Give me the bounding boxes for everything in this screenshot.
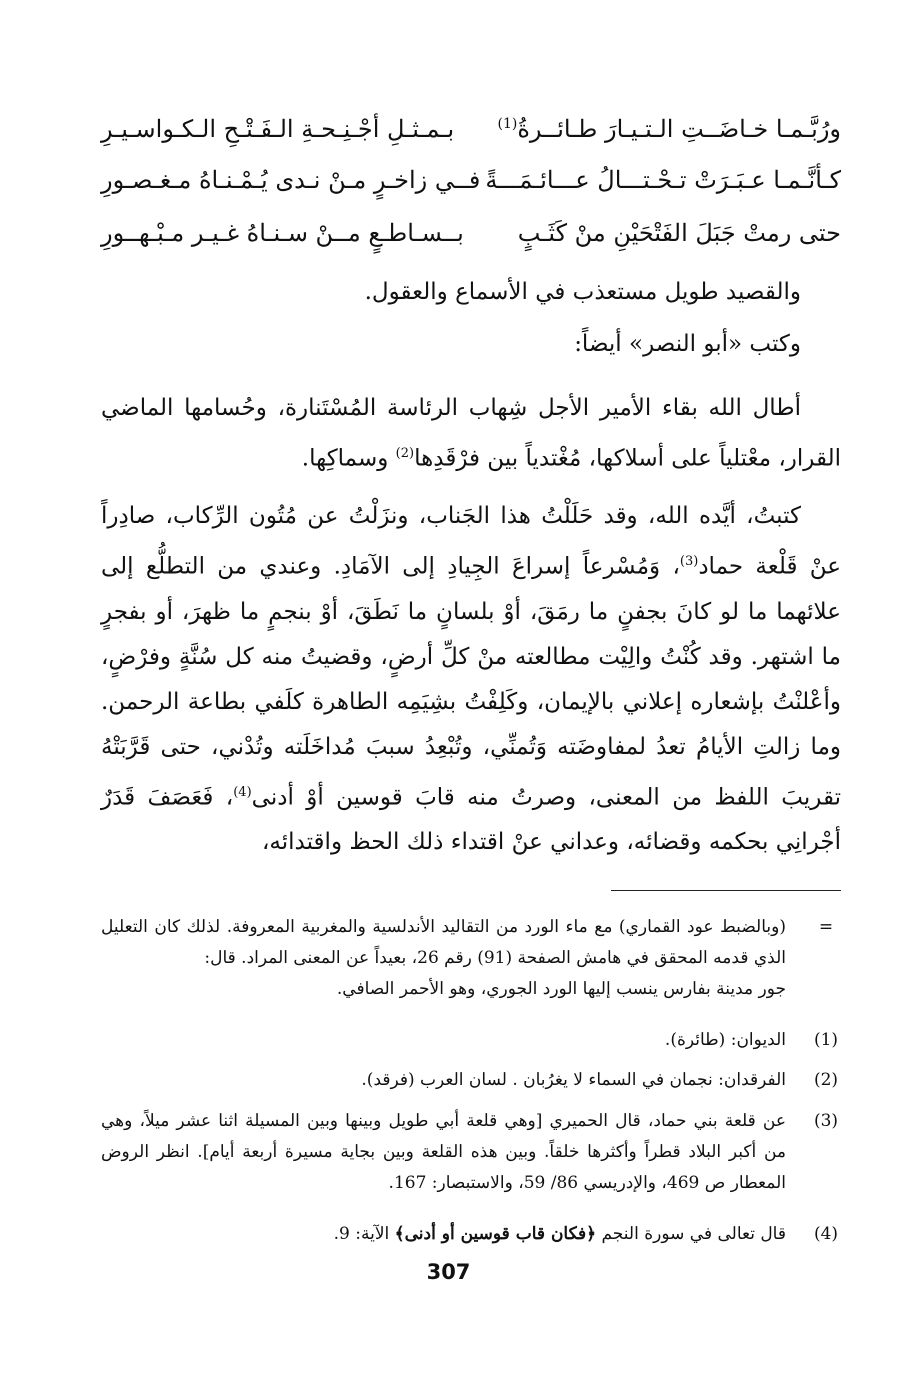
verse-1-first-hemistich: ورُبَّـمـا خـاضَــتِ الـتـيـارَ طـائــرةُ$^{(1)}$ xyxy=(497,115,841,143)
footnote-1: (1) الديوان: (طائرة). xyxy=(101,1025,841,1056)
page-number: 307 xyxy=(426,1260,471,1284)
verse-2-first-hemistich: كـأنَّـمـا عـبَـرَتْ تـحْـتـــالُ عـــائـمَـــةً xyxy=(485,166,841,194)
footnote-ref-2: (2) xyxy=(395,446,415,461)
poem-verse-3 xyxy=(101,208,841,258)
footnote-2-mark: (2) xyxy=(813,1070,839,1090)
verse-1-second-hemistich: بـمـثـلِ أجْـنِـحـةِ الـفَـتْـحِ الـكـواسـيـرِ xyxy=(101,115,455,143)
footnote-ref-1: (1) xyxy=(497,116,518,132)
footnote-4: (4) قال تعالى في سورة النجم ﴿فكان قاب قوسين أو أدنى﴾ الآية: 9. xyxy=(101,1219,841,1250)
letter-paragraph-2: كتبتُ، أيَّده الله، وقد حَلَلْتُ هذا الجَناب، ونزَلْتُ عن مُتُون الرِّكاب، صادِراً عنْ قَلْعة حماد$^{(3)}$، وَمُسْرعاً إسراعَ الجِيادِ إلى الآمَادِ. وعندي من التطلُّع إلى علائهما ما لو كانَ بجفنٍ ما رمَقَ، أوْ بلسانٍ ما نَطَقَ، أوْ بنجمٍ ما ظهرَ، أو بفجرٍ ما اشتهر. وقد كُنْتُ والِيْت مطالعته منْ كلِّ أرضٍ، وقضيتُ منه كل سُنَّةٍ وفرْضٍ، وأعْلنْتُ بإشعاره إعلاني بالإيمان، وكَلِفْتُ بشِيَمِه الطاهرة كلَفي بطاعة الرحمن. وما زالتِ الأيامُ تعدُ لمفاوضَته وَتُمنِّي، وتُبْعِدُ سببَ مُداخَلَته وتُدْني، حتى قَرَّبَتْهُ تقريبَ اللفظ من المعنى، وصرتُ منه قابَ قوسين أوْ أدنى$^{(4)}$، فَعَصَفَ قَدَرٌ أجْرانِي بحكمه وقضائه، وعداني عنْ اقتداء ذلك الحظ واقتدائه، xyxy=(101,503,841,856)
poem-verse-1 xyxy=(101,104,841,154)
footnote-4-mark: (4) xyxy=(813,1224,839,1244)
footnote-3-mark: (3) xyxy=(813,1111,839,1131)
footnote-ref-3: (3) xyxy=(679,554,699,569)
verse-3-second-hemistich: بــسـاطـعٍ مــنْ سـنـاهُ غـيـر مـبْـهــورِ xyxy=(101,219,464,247)
wrote-intro: وكتب «أبو النصر» أيضاً: xyxy=(574,331,801,357)
poem-verse-2 xyxy=(101,155,841,205)
footnote-1-mark: (1) xyxy=(813,1030,839,1050)
footnote-continued-mark: = xyxy=(818,917,834,937)
verse-2-second-hemistich: فــي زاخـرٍ مـنْ نـدى يُـمْـنـاهُ مـغـصـورِ xyxy=(101,166,481,194)
quran-quote: ﴿فكان قاب قوسين أو أدنى﴾ xyxy=(394,1224,597,1244)
footnote-2: (2) الفرقدان: نجمان في السماء لا يغرُبان . لسان العرب (فرقد). xyxy=(101,1065,841,1096)
footnote-3: (3) عن قلعة بني حماد، قال الحميري [وهي قلعة أبي طويل وبينها وبين المسيلة اثنا عشر ميلاً، وهي من أكبر البلاد قطراً وأكثرها خلقاً. وبين هذه القلعة وبين بجاية مسيرة أربعة أيام]. انظر الروض المعطار ص 469، والإدريسي 86/ 59، والاستبصار: 167. xyxy=(101,1106,841,1199)
footnote-divider xyxy=(611,890,841,891)
footnote-continued: = (وبالضبط عود القماري) مع ماء الورد من التقاليد الأندلسية والمغربية المعروفة. لذلك كان التعليل الذي قدمه المحقق في هامش الصفحة (91) رقم 26، بعيداً عن المعنى المراد. قال: جور مدينة بفارس ينسب إليها الورد الجوري، وهو الأحمر الصافي. xyxy=(101,912,841,1005)
footnote-ref-4: (4) xyxy=(233,784,252,800)
letter-paragraph-1: أطال الله بقاء الأمير الأجل شِهاب الرئاسة المُسْتَنارة، وحُسامها الماضي القرار، معْتلياً على أسلاكها، مُغْتدياً بين فرْقَدِها$^{(2)}$ وسماكِها. xyxy=(101,395,841,472)
qasida-note: والقصيد طويل مستعذب في الأسماع والعقول. xyxy=(364,279,801,305)
verse-3-first-hemistich: حتى رمتْ جَبَلَ الفَتْحَيْنِ منْ كَثَـبٍ xyxy=(517,219,841,247)
